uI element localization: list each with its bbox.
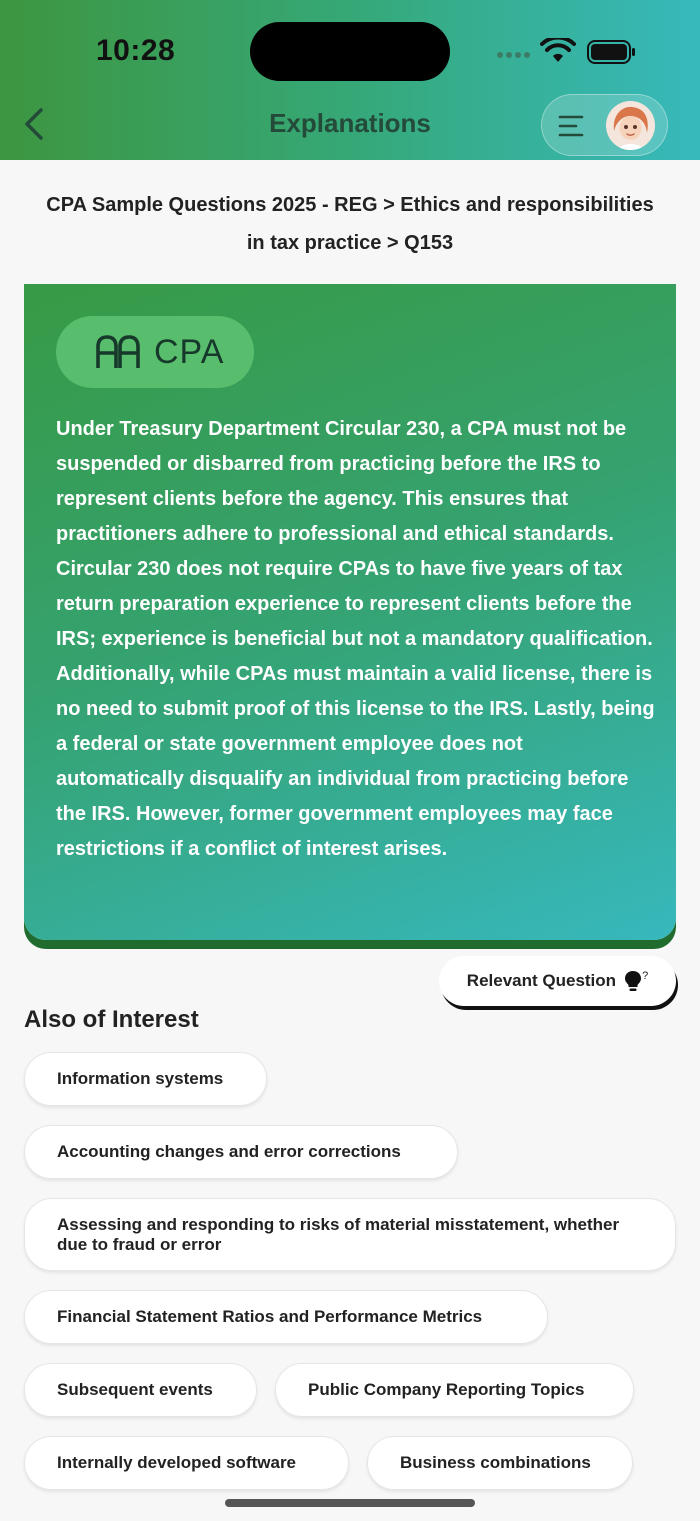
breadcrumb-line-1[interactable]: CPA Sample Questions 2025 - REG > Ethics and responsibilities (46, 194, 654, 216)
status-time: 10:28 (96, 34, 176, 67)
breadcrumb-line-2[interactable]: in tax practice > Q153 (246, 232, 454, 254)
explanation-text: Under Treasury Department Circular 230, a CPA must not be suspended or disbarred from practicing before the IRS to represent clients before the agency. This ensures that practitioners adhere to professional and ethical standards. Circular 230 does not require CPAs to have five years of tax return preparation experience to represent clients before the IRS; experience is beneficial but not a mandatory qualification. Additionally, while CPAs must maintain a valid license, there is no need to submit proof of this license to the IRS. Lastly, being a federal or state government employee does not automatically disqualify an individual from practicing before the IRS. However, former government employees may face restrictions if a conflict of interest arises. (56, 418, 655, 860)
topic-chip[interactable]: Business combinations (367, 1436, 633, 1490)
page-title: Explanations (269, 108, 431, 138)
app-header (0, 0, 700, 160)
home-indicator[interactable] (225, 1499, 475, 1507)
explanation-card (24, 284, 676, 940)
battery-icon (587, 40, 637, 64)
cpa-badge-label: CPA (154, 332, 225, 371)
topic-chip[interactable]: Financial Statement Ratios and Performance Metrics (24, 1290, 548, 1344)
menu-icon[interactable] (558, 114, 588, 138)
menu-avatar-pill[interactable] (541, 94, 668, 156)
topic-chip[interactable]: Subsequent events (24, 1363, 257, 1417)
topic-chip[interactable]: Information systems (24, 1052, 267, 1106)
relevant-question-hint: ? (642, 970, 649, 982)
topic-chip[interactable]: Accounting changes and error corrections (24, 1125, 458, 1179)
topic-chip[interactable]: Public Company Reporting Topics (275, 1363, 634, 1417)
lightbulb-icon (624, 970, 642, 992)
topic-chip[interactable]: Internally developed software (24, 1436, 349, 1490)
relevant-question-button[interactable] (439, 956, 676, 1006)
topic-chip[interactable]: Assessing and responding to risks of material misstatement, whether due to fraud or error (24, 1198, 676, 1271)
font-size-icon[interactable] (96, 335, 140, 369)
avatar[interactable] (606, 101, 655, 150)
dynamic-island (250, 22, 450, 81)
relevant-question-label: Relevant Question (466, 971, 617, 990)
signal-icon (497, 52, 530, 58)
wifi-icon (540, 38, 576, 64)
also-of-interest-title: Also of Interest (24, 1006, 199, 1033)
cpa-badge (56, 316, 254, 388)
breadcrumb (20, 186, 680, 262)
